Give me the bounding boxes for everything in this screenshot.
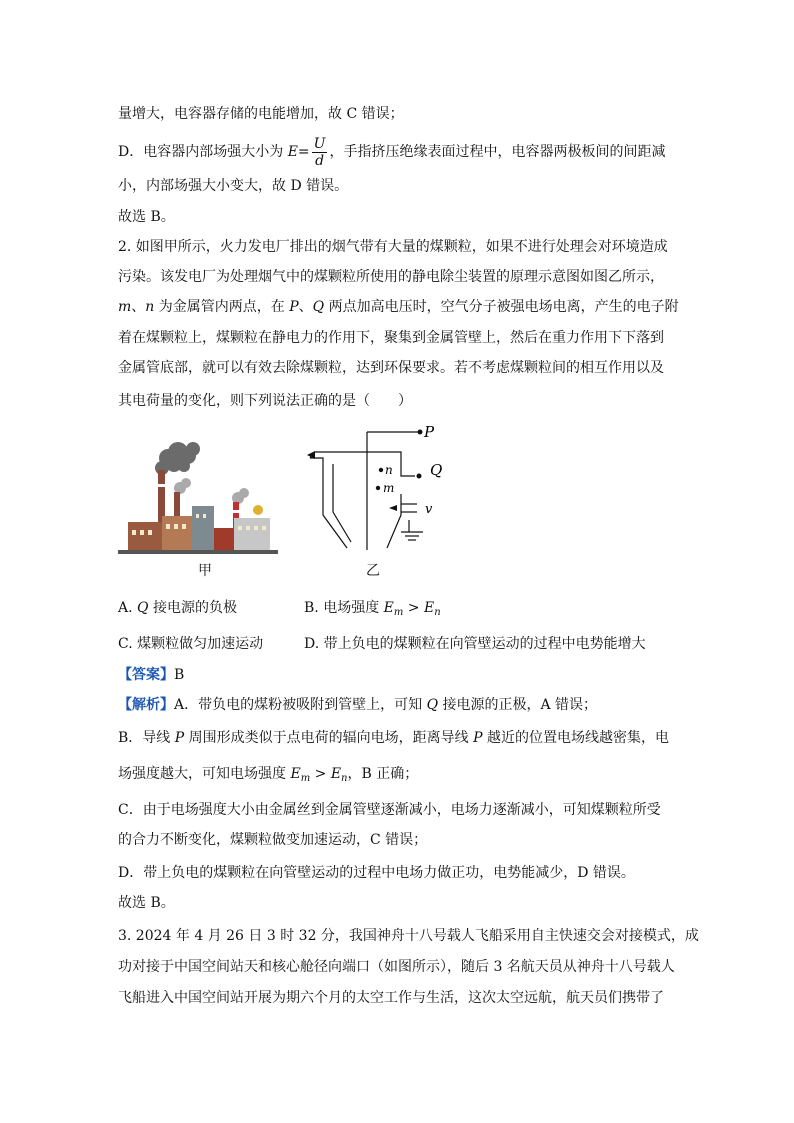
- answer-value: B: [174, 667, 185, 683]
- text-span: B. 电场强度: [304, 600, 384, 616]
- power-plant-illustration: [118, 440, 278, 560]
- question-line: 飞船进入中国空间站开展为期六个月的太空工作与生活，这次太空远航，航天员们携带了: [118, 990, 664, 1006]
- text-span: ，B 正确；: [347, 766, 419, 782]
- analysis-line: [118, 764, 418, 789]
- text-line: [118, 132, 665, 172]
- precipitator-svg: [305, 420, 455, 560]
- option-b: [304, 598, 441, 623]
- option-d: D. 带上负电的煤颗粒在向管壁运动的过程中电势能增大: [304, 636, 646, 652]
- analysis-tag: 【解析】: [118, 697, 174, 713]
- math-symbol: E: [330, 766, 342, 782]
- smoke-icon: [174, 478, 249, 504]
- question-line: 3. 2024 年 4 月 26 日 3 时 32 分，我国神舟十八号载人飞船采用自主快速交会对接模式，成: [118, 928, 699, 944]
- text-span: A.: [118, 600, 138, 616]
- text-span: 越近的位置电场线越密集，电: [482, 730, 669, 746]
- question-line: 金属管底部，就可以有效去除煤颗粒，达到环保要求。若不考虑煤颗粒间的相互作用以及: [118, 360, 664, 376]
- figure-label-yi: 乙: [366, 563, 380, 579]
- analysis-line: [118, 695, 597, 715]
- point-m-dot: [376, 486, 380, 490]
- text-span: 接电源的正极，A 错误；: [438, 697, 598, 713]
- analysis-line: C．由于电场强度大小由金属丝到金属管壁逐渐减小，电场力逐渐减小，可知煤颗粒所受: [118, 802, 661, 818]
- text-span: 为金属管内两点，在: [154, 299, 290, 315]
- subscript: n: [341, 773, 348, 784]
- math-symbol: P: [289, 299, 299, 315]
- question-line: 2. 如图甲所示，火力发电厂排出的烟气带有大量的煤颗粒，如果不进行处理会对环境造成: [118, 239, 668, 255]
- math-symbol: >: [310, 766, 331, 782]
- question-line: 功对接于中国空间站天和核心舱径向端口（如图所示），随后 3 名航天员从神舟十八号载人: [118, 959, 675, 975]
- question-line: 着在煤颗粒上，煤颗粒在静电力的作用下，聚集到金属管壁上，然后在重力作用下下落到: [118, 330, 664, 346]
- text-line: 量增大，电容器存储的电能增加，故 C 错误；: [118, 106, 404, 122]
- text-span: 接电源的负极: [148, 600, 237, 616]
- text-span: B．导线: [118, 730, 175, 746]
- answer-line: [118, 665, 184, 685]
- analysis-line: [118, 728, 669, 748]
- arrow-left-icon: [389, 505, 397, 511]
- label-m: m: [383, 481, 395, 495]
- question-line: 其电荷量的变化，则下列说法正确的是（ ）: [118, 393, 412, 409]
- text-span: 、: [131, 299, 146, 315]
- analysis-line: D．带上负电的煤颗粒在向管壁运动的过程中电场力做正功，电势能减少，D 错误。: [118, 865, 635, 881]
- text-span: D．电容器内部场强大小为: [118, 144, 288, 160]
- text-line: 故选 B。: [118, 209, 175, 225]
- label-Q: Q: [430, 461, 443, 479]
- option-c: C. 煤颗粒做匀加速运动: [118, 636, 264, 652]
- subscript: m: [300, 773, 311, 784]
- label-v: v: [425, 502, 433, 517]
- question-line: [118, 297, 679, 317]
- math-symbol: P: [473, 730, 483, 746]
- text-span: A．带负电的煤粉被吸附到管壁上，可知: [174, 697, 427, 713]
- math-symbol: m: [118, 299, 132, 315]
- question-line: 污染。该发电厂为处理烟气中的煤颗粒所使用的静电除尘装置的原理示意图如图乙所示，: [118, 269, 664, 285]
- math-symbol: Q: [426, 697, 439, 713]
- point-P-dot: [418, 430, 423, 435]
- subscript: n: [434, 607, 441, 618]
- figure-label-jia: 甲: [198, 563, 212, 579]
- math-symbol: E: [290, 766, 301, 782]
- math-symbol: Q: [137, 600, 149, 616]
- point-Q-dot: [417, 474, 422, 479]
- text-span: 两点加高电压时，空气分子被强电场电离，产生的电子附: [324, 299, 679, 315]
- text-span: ，手指挤压绝缘表面过程中，电容器两极板间的间距减: [329, 144, 666, 160]
- math-symbol: P: [174, 730, 185, 746]
- fraction: [312, 136, 328, 169]
- math-symbol: E: [287, 144, 298, 160]
- precipitator-diagram: [305, 420, 455, 560]
- analysis-line: 的合力不断变化，煤颗粒做变加速运动，C 错误；: [118, 832, 428, 848]
- subscript: m: [393, 607, 404, 618]
- point-n-dot: [379, 468, 383, 472]
- fraction-numerator: U: [313, 135, 326, 152]
- math-symbol: E: [424, 600, 435, 616]
- analysis-line: 故选 B。: [118, 895, 175, 911]
- text-span: 、: [298, 299, 313, 315]
- text-line: 小，内部场强大小变大，故 D 错误。: [118, 178, 349, 194]
- math-symbol: E: [383, 600, 394, 616]
- math-symbol: n: [145, 299, 155, 315]
- power-plant-figure: [118, 440, 278, 560]
- label-n: n: [385, 463, 393, 477]
- fraction-denominator: d: [315, 152, 325, 169]
- answer-tag: 【答案】: [118, 667, 174, 683]
- option-a: [118, 598, 237, 618]
- label-P: P: [424, 423, 435, 441]
- math-symbol: Q: [312, 299, 325, 315]
- text-span: 场强度越大，可知电场强度: [118, 766, 291, 782]
- math-symbol: =: [297, 144, 310, 160]
- text-span: 周围形成类似于点电荷的辐向电场，距离导线: [184, 730, 474, 746]
- math-symbol: >: [403, 600, 424, 616]
